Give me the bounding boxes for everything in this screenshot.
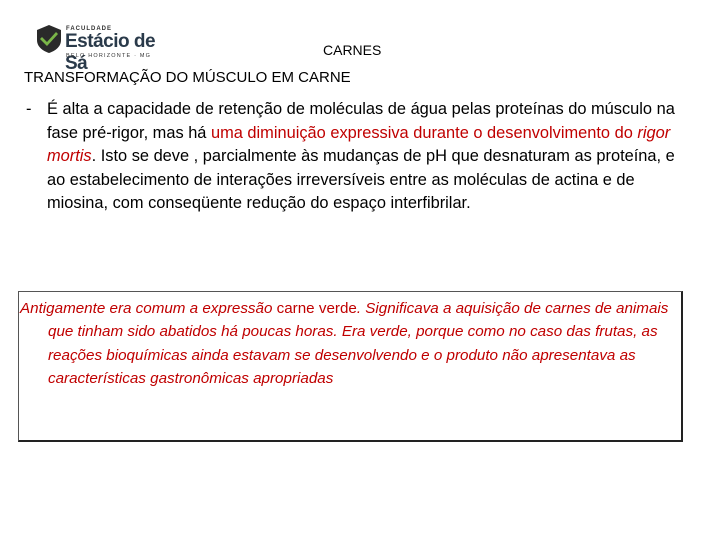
logo-shield-icon xyxy=(36,24,62,54)
bullet-text-part4: . Isto se deve , parcialmente às mudanças de pH que desnaturam as proteína, e ao estabelecimento de interações irreversíveis entre as moléculas de actina e de miosina, com conseqüente redução do espaço interfibrilar. xyxy=(47,147,675,213)
logo-bottom-text: BELO HORIZONTE · MG xyxy=(66,53,152,59)
bullet-text-red: uma diminuição expressiva durante o desenvolvimento do xyxy=(210,123,638,142)
bullet-text-part1: É alta a capacidade de retenção de moléculas de água pelas proteínas do músculo na fase pré-rigor, mas há xyxy=(47,100,675,142)
note-text xyxy=(20,297,682,391)
faculdade-logo xyxy=(36,16,176,74)
note-text-part1: Antigamente era comum a expressão xyxy=(20,300,277,317)
slide-subtitle: TRANSFORMAÇÃO DO MÚSCULO EM CARNE xyxy=(24,69,351,86)
logo-name: Estácio de Sá xyxy=(65,31,156,74)
bullet-dash: - xyxy=(26,100,32,118)
note-text-part3: . Significava a aquisição de carnes de animais que tinham sido abatidos há poucas horas. Era verde, porque como no caso das frutas, as reações bioquímicas ainda estavam se desenvolvendo e o produto não apresentava as características gastronômicas apropriadas xyxy=(48,300,669,388)
note-term-carne-verde: carne verde xyxy=(276,300,357,317)
bullet-text-rigor-mortis: rigor mortis xyxy=(47,123,671,166)
slide-title: CARNES xyxy=(323,42,382,58)
bullet-body xyxy=(47,98,696,216)
bullet-paragraph xyxy=(26,98,696,216)
logo-top-text: FACULDADE xyxy=(66,26,112,32)
